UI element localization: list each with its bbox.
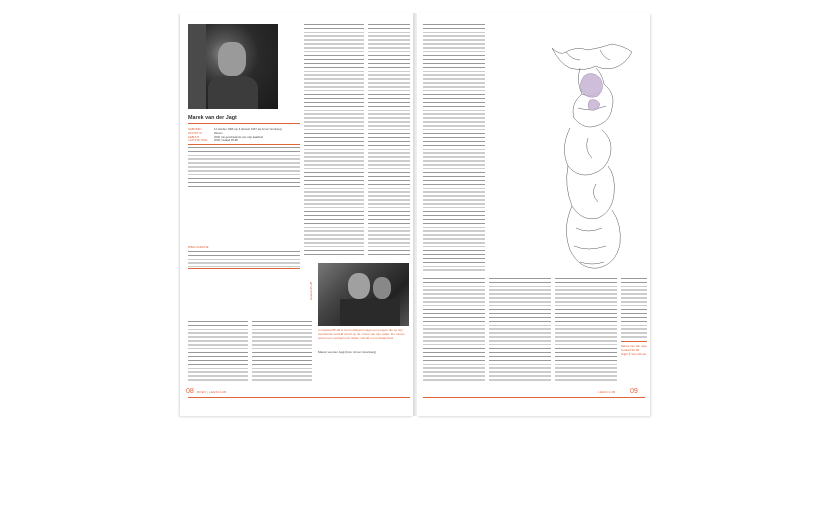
bibliography-text xyxy=(188,251,300,267)
source-tag-line: Marek van der Jagt xyxy=(621,344,647,348)
text-column xyxy=(489,278,551,381)
source-tag-line: Nijgh & Van Ditmar xyxy=(621,352,647,356)
text-column xyxy=(555,278,617,381)
author-info-table xyxy=(188,128,300,143)
bibliography-divider xyxy=(188,268,300,269)
right-page-number: 09 xyxy=(630,388,638,395)
right-footer-rule xyxy=(423,397,645,398)
source-tag-line: Gstaad 95-98 xyxy=(621,348,640,352)
figure-sketch-illustration xyxy=(540,38,642,286)
info-row: LAATSTE TITEL 2006, Gstaad 95-98 xyxy=(188,139,238,143)
left-page-number: 08 xyxy=(186,388,194,395)
right-running-title: LEESCLUB xyxy=(598,390,616,394)
author-portrait-photo xyxy=(188,24,278,109)
text-column xyxy=(621,278,647,338)
info-row: GEBOREN 12 oktober 1996 (op 6 februari 1967 als Arnon Grunberg) xyxy=(188,128,282,131)
text-column xyxy=(304,24,364,257)
text-column xyxy=(368,24,410,257)
text-column xyxy=(188,321,248,381)
source-tag-rule xyxy=(621,341,647,342)
info-row: WOONT IN Wenen xyxy=(188,131,223,135)
text-column xyxy=(252,321,312,381)
photo-caption: In Gstaad 95-98 is het hoofdpersonage een jongen die op zijn veertiende verliefd wordt op de vrouw van zijn vader. De roman vertelt een verhaal over liefde, schuld en eenzaamheid. xyxy=(318,328,405,341)
photo-vertical-tag: Gstaad 95-98 xyxy=(309,281,313,300)
bibliography-heading: BIBLIOGRAFIE xyxy=(188,245,209,249)
info-row: DEBUUT 2000, De geschiedenis van mijn kaalheid xyxy=(188,135,263,139)
left-footer-rule xyxy=(188,397,410,398)
sketch-drawing xyxy=(540,38,642,286)
photo-caption-credit: Marek van der Jagt (foto: Arnon Grunberg) xyxy=(318,350,377,354)
left-running-title: BOEK | LEESCLUB xyxy=(197,390,227,394)
text-column xyxy=(423,24,485,273)
author-name: Marek van der Jagt xyxy=(188,115,237,121)
info-divider xyxy=(188,123,300,124)
intro-text-block xyxy=(188,147,300,187)
info-bottom-divider xyxy=(188,144,300,145)
scene-photo xyxy=(318,263,409,326)
text-column xyxy=(423,278,485,381)
